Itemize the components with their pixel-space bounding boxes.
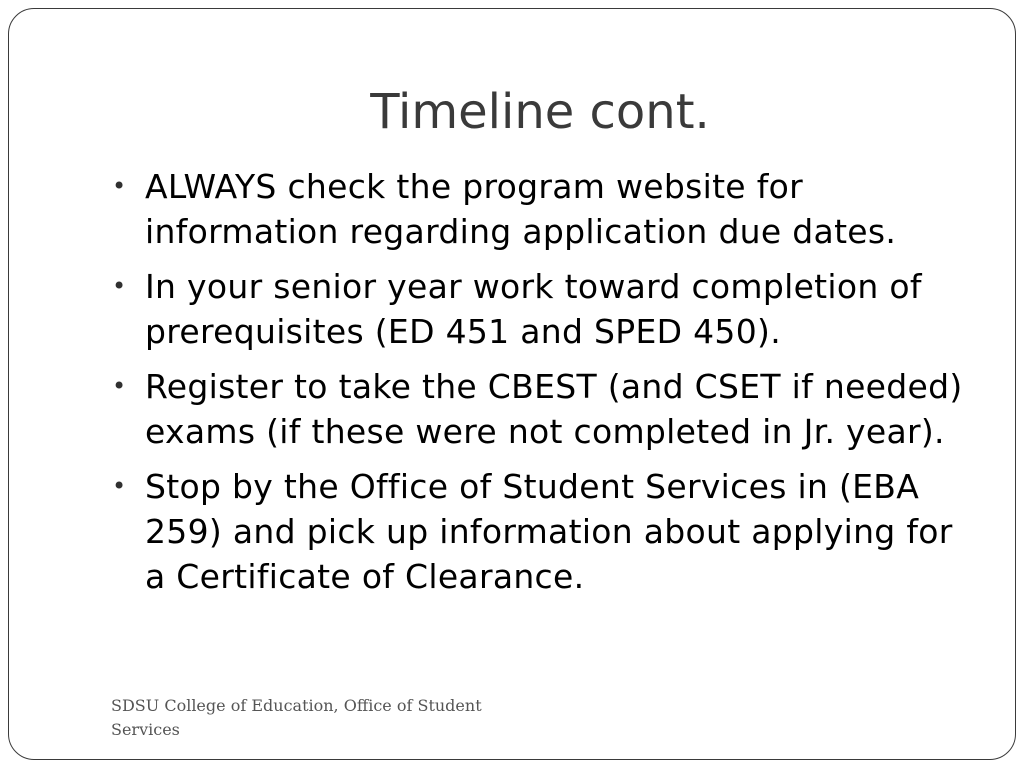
bullet-text-1: ALWAYS check the program website for information regarding application due dates. (145, 167, 897, 251)
bullet-item-1 (112, 164, 972, 254)
slide-title: Timeline cont. (370, 84, 710, 140)
bullet-marker-icon: • (112, 172, 127, 200)
bullet-text-2: In your senior year work toward completion of prerequisites (ED 451 and SPED 450). (145, 267, 922, 351)
bullet-item-2 (112, 264, 972, 354)
bullet-marker-icon: • (112, 372, 127, 400)
bullet-marker-icon: • (112, 272, 127, 300)
bullet-text-3: Register to take the CBEST (and CSET if needed) exams (if these were not completed in Jr. year). (145, 367, 963, 451)
bullet-text-4: Stop by the Office of Student Services in (EBA 259) and pick up information about applying for a Certificate of Clearance. (145, 467, 953, 596)
bullet-item-3 (112, 364, 972, 454)
bullet-item-4 (112, 464, 972, 599)
bullet-list (112, 164, 972, 609)
slide-footer: SDSU College of Education, Office of Student Services (111, 696, 482, 739)
bullet-marker-icon: • (112, 472, 127, 500)
